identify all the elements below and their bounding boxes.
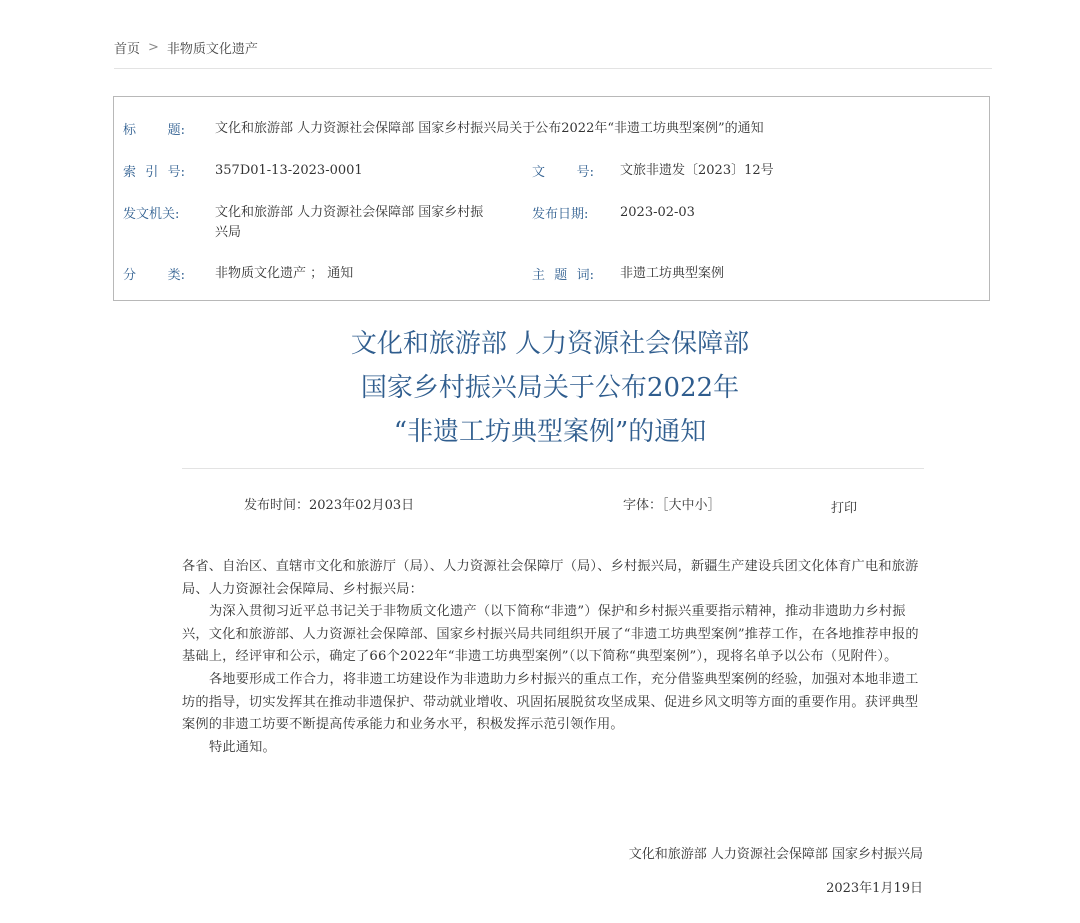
title-line-2: 国家乡村振兴局关于公布2022年 bbox=[360, 373, 740, 403]
breadcrumb-separator-icon: > bbox=[148, 40, 159, 55]
meta-title-value: 文化和旅游部 人力资源社会保障部 国家乡村振兴局关于公布2022年“非遗工坊典型案例”的通知 bbox=[215, 121, 764, 136]
meta-category-label: 分 类: bbox=[123, 268, 185, 283]
print-button[interactable]: 打印 bbox=[831, 501, 858, 516]
title-line-3: “非遗工坊典型案例”的通知 bbox=[393, 417, 707, 447]
salutation-paragraph: 各省、自治区、直辖市文化和旅游厅（局）、人力资源社会保障厅（局）、乡村振兴局，新疆生产建设兵团文化体育广电和旅游局、人力资源社会保障局、乡村振兴局： bbox=[182, 559, 919, 597]
meta-category-value: 非物质文化遗产 ； 通知 bbox=[215, 266, 354, 281]
signature-date: 2023年1月19日 bbox=[826, 881, 923, 896]
meta-issuer-label: 发文机关: bbox=[123, 207, 180, 222]
meta-date-label: 发布日期: bbox=[532, 207, 589, 222]
meta-docno-value: 文旅非遗发〔2023〕12号 bbox=[620, 163, 774, 178]
title-line-1: 文化和旅游部 人力资源社会保障部 bbox=[350, 329, 750, 359]
meta-index-value: 357D01-13-2023-0001 bbox=[215, 163, 363, 178]
meta-title-label: 标 题: bbox=[123, 123, 185, 138]
breadcrumb-current-link[interactable]: 非物质文化遗产 bbox=[166, 42, 258, 57]
page-title bbox=[0, 322, 1080, 454]
breadcrumb-divider bbox=[114, 68, 992, 69]
meta-docno-label: 文 号: bbox=[532, 165, 594, 180]
meta-index-label: 索 引 号: bbox=[123, 165, 185, 180]
meta-keyword-label: 主 题 词: bbox=[532, 268, 594, 283]
title-divider bbox=[182, 468, 924, 469]
document-metadata-box bbox=[113, 96, 990, 301]
document-body bbox=[182, 556, 924, 759]
meta-date-value: 2023-02-03 bbox=[620, 205, 695, 220]
body-paragraph-1: 为深入贯彻习近平总书记关于非物质文化遗产（以下简称“非遗”）保护和乡村振兴重要指示精神，推动非遗助力乡村振兴，文化和旅游部、人力资源社会保障部、国家乡村振兴局共同组织开展了“非遗工坊典型案例”推荐工作，在各地推荐申报的基础上，经评审和公示，确定了66个2022年“非遗工坊典型案例”（以下简称“典型案例”），现将名单予以公布（见附件）。 bbox=[182, 604, 919, 665]
font-size-selector[interactable]: 字体：［大中小］ bbox=[623, 498, 721, 513]
meta-issuer-value: 文化和旅游部 人力资源社会保障部 国家乡村振 兴局 bbox=[215, 205, 484, 240]
breadcrumb-home-link[interactable]: 首页 bbox=[114, 42, 141, 57]
breadcrumb bbox=[114, 38, 258, 57]
publish-time: 发布时间：2023年02月03日 bbox=[244, 498, 415, 513]
body-paragraph-3: 特此通知。 bbox=[209, 739, 276, 755]
signature-issuers: 文化和旅游部 人力资源社会保障部 国家乡村振兴局 bbox=[628, 847, 923, 862]
body-paragraph-2: 各地要形成工作合力，将非遗工坊建设作为非遗助力乡村振兴的重点工作，充分借鉴典型案例的经验，加强对本地非遗工坊的指导，切实发挥其在推动非遗保护、带动就业增收、巩固拓展脱贫攻坚成果、促进乡风文明等方面的重要作用。获评典型案例的非遗工坊要不断提高传承能力和业务水平，积极发挥示范引领作用。 bbox=[182, 671, 919, 733]
meta-keyword-value: 非遗工坊典型案例 bbox=[620, 266, 725, 281]
